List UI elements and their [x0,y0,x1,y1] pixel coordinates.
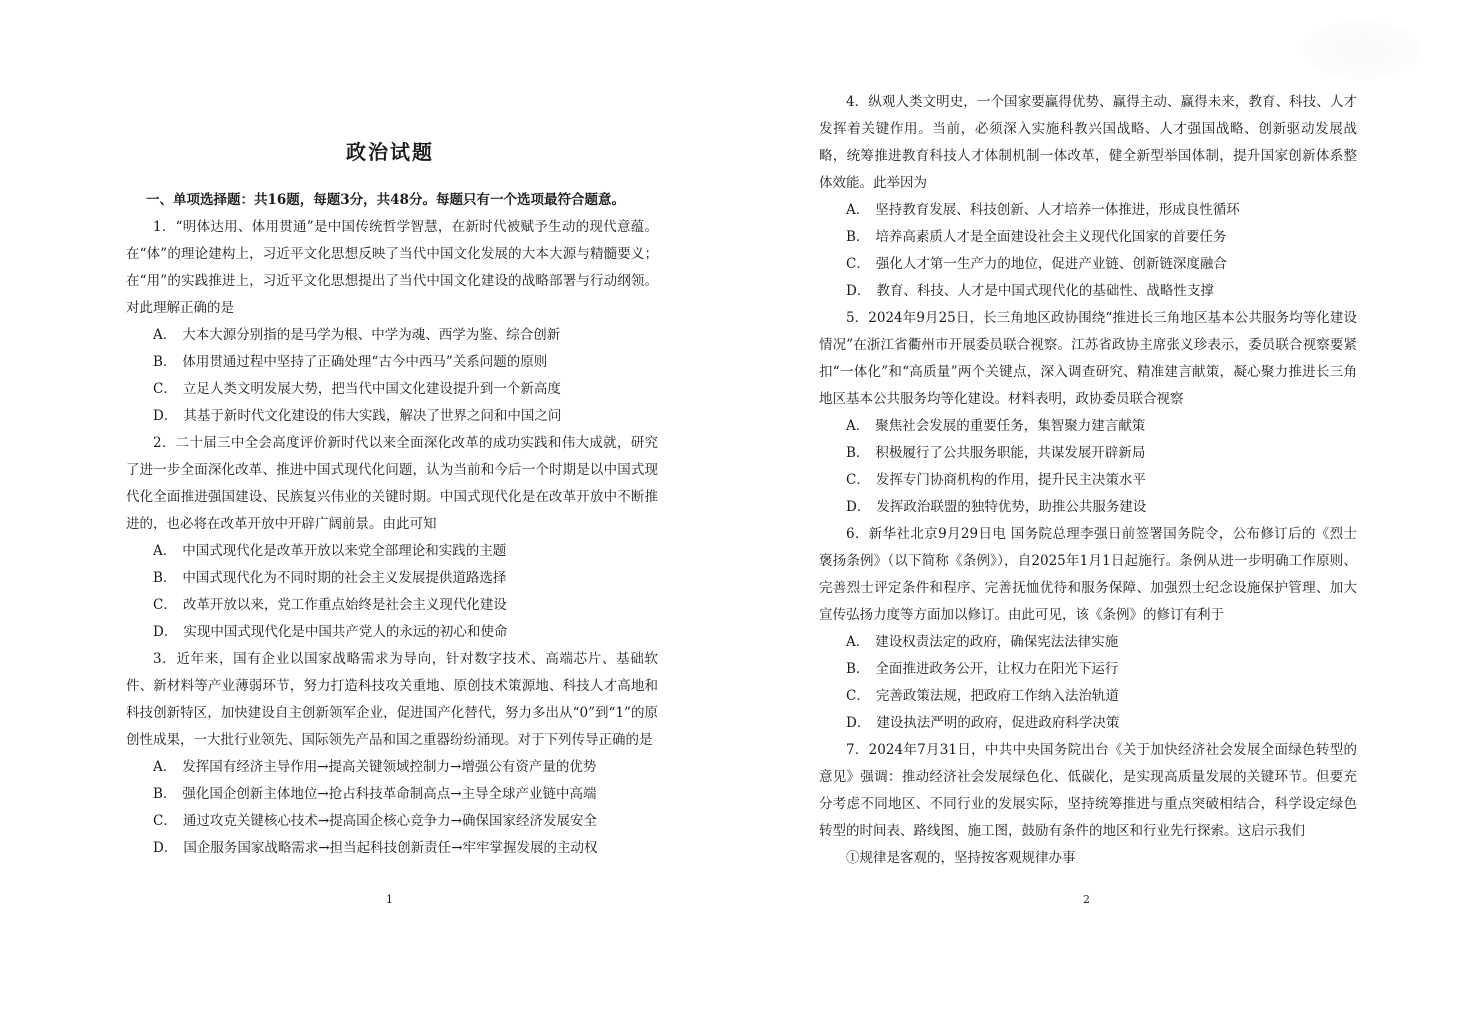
option-1 [819,845,1357,872]
question-2 [126,430,658,646]
option-a [126,538,658,565]
option-letter: D． [846,283,871,299]
left-column [126,187,658,862]
option-text: 中国式现代化为不同时期的社会主义发展提供道路选择 [182,570,507,586]
option-d [819,494,1357,521]
option-letter: C． [153,597,177,613]
question-7 [819,737,1357,872]
option-text: 发挥专门协商机构的作用，提升民主决策水平 [875,472,1146,488]
option-a [819,197,1357,224]
option-text: 发挥国有经济主导作用→提高关键领域控制力→增强公有资产量的优势 [182,759,597,775]
question-stem: 3．近年来，国有企业以国家战略需求为导向，针对数字技术、高端芯片、基础软件、新材料等产业薄弱环节，努力打造科技攻关重地、原创技术策源地、科技人才高地和科技创新特区，加快建设自主创新领军企业，促进国产化替代，努力多出从“0”到“1”的原创性成果，一大批行业领先、国际领先产品和国之重器纷纷涌现。对于下列传导正确的是 [126,651,658,748]
option-text: 教育、科技、人才是中国式现代化的基础性、战略性支撑 [876,283,1214,299]
option-text: 国企服务国家战略需求→担当起科技创新责任→牢牢掌握发展的主动权 [183,840,598,856]
option-text: 建设执法严明的政府，促进政府科学决策 [876,715,1120,731]
option-b [126,781,658,808]
option-text: 强化人才第一生产力的地位，促进产业链、创新链深度融合 [875,256,1227,272]
option-d [819,278,1357,305]
option-b [126,349,658,376]
option-c [126,808,658,835]
option-text: 建设权责法定的政府，确保宪法法律实施 [875,634,1119,650]
option-text: 实现中国式现代化是中国共产党人的永远的初心和使命 [183,624,508,640]
option-b [819,224,1357,251]
question-4 [819,89,1357,305]
option-letter: A． [846,634,870,650]
option-letter: B． [153,570,177,586]
question-stem: 2．二十届三中全会高度评价新时代以来全面深化改革的成功实践和伟大成就，研究了进一步全面深化改革、推进中国式现代化问题，认为当前和今后一个时期是以中国式现代化全面推进强国建设、民族复兴伟业的关键时期。中国式现代化是在改革开放中不断推进的，也必将在改革开放中开辟广阔前景。由此可知 [126,435,658,532]
option-c [819,467,1357,494]
option-text: 培养高素质人才是全面建设社会主义现代化国家的首要任务 [875,229,1227,245]
option-c [819,251,1357,278]
option-text: 全面推进政务公开，让权力在阳光下运行 [875,661,1119,677]
option-text: 发挥政治联盟的独特优势，助推公共服务建设 [876,499,1147,515]
option-a [126,754,658,781]
question-5 [819,305,1357,521]
option-b [819,440,1357,467]
question-stem: 4．纵观人类文明史，一个国家要赢得优势、赢得主动、赢得未来，教育、科技、人才发挥着关键作用。当前，必须深入实施科教兴国战略、人才强国战略、创新驱动发展战略，统筹推进教育科技人才体制机制一体改革，健全新型举国体制，提升国家创新体系整体效能。此举因为 [819,94,1357,191]
option-text: 改革开放以来，党工作重点始终是社会主义现代化建设 [182,597,507,613]
question-stem: 5．2024年9月25日，长三角地区政协围绕“推进长三角地区基本公共服务均等化建设情况”在浙江省衢州市开展委员联合视察。江苏省政协主席张义珍表示，委员联合视察要紧扣“一体化”和“高质量”两个关键点，深入调查研究、精准建言献策，凝心聚力推进长三角地区基本公共服务均等化建设。材料表明，政协委员联合视察 [819,310,1357,407]
option-d [819,710,1357,737]
option-a [819,413,1357,440]
option-text: 坚持教育发展、科技创新、人才培养一体推进，形成良性循环 [875,202,1240,218]
option-letter: A． [153,759,177,775]
option-letter: B． [846,445,870,461]
option-letter: C． [846,472,870,488]
option-letter: A． [153,327,177,343]
option-text: 立足人类文明发展大势，把当代中国文化建设提升到一个新高度 [182,381,561,397]
option-text: 聚焦社会发展的重要任务，集智聚力建言献策 [875,418,1146,434]
option-letter: D． [846,499,871,515]
option-text: 积极履行了公共服务职能，共谋发展开辟新局 [875,445,1146,461]
question-3 [126,646,658,862]
option-a [819,629,1357,656]
section-heading: 一、单项选择题：共16题，每题3分，共48分。每题只有一个选项最符合题意。 [146,192,625,208]
right-column [819,89,1357,872]
option-letter: D． [153,840,178,856]
question-stem: 7．2024年7月31日，中共中央国务院出台《关于加快经济社会发展全面绿色转型的意见》强调：推动经济社会发展绿色化、低碳化，是实现高质量发展的关键环节。但要充分考虑不同地区、不同行业的发展实际，坚持统筹推进与重点突破相结合，科学设定绿色转型的时间表、路线图、施工图，鼓励有条件的地区和行业先行探索。这启示我们 [819,742,1357,839]
option-letter: D． [153,408,178,424]
option-letter: B． [846,661,870,677]
option-letter: B． [153,786,177,802]
option-text: 其基于新时代文化建设的伟大实践，解决了世界之问和中国之问 [183,408,562,424]
question-stem: 6．新华社北京9月29日电 国务院总理李强日前签署国务院令，公布修订后的《烈士褒扬条例》（以下简称《条例》），自2025年1月1日起施行。条例从进一步明确工作原则、完善烈士评定条件和程序、完善抚恤优待和服务保障、加强烈士纪念设施保护管理、加大宣传弘扬力度等方面加以修订。由此可见，该《条例》的修订有利于 [819,526,1357,623]
option-text: 大本大源分别指的是马学为根、中学为魂、西学为鉴、综合创新 [182,327,561,343]
option-letter: D． [846,715,871,731]
option-d [126,403,658,430]
option-letter: C． [153,381,177,397]
question-6 [819,521,1357,737]
page-number: 1 [386,893,393,906]
option-a [126,322,658,349]
option-text: 中国式现代化是改革开放以来党全部理论和实践的主题 [182,543,507,559]
paper-stain [1302,20,1422,80]
option-letter: C． [846,688,870,704]
option-c [819,683,1357,710]
question-stem: 1．“明体达用、体用贯通”是中国传统哲学智慧，在新时代被赋予生动的现代意蕴。在“体”的理论建构上，习近平文化思想反映了当代中国文化发展的大本大源与精髓要义；在“用”的实践推进上，习近平文化思想提出了当代中国文化建设的战略部署与行动纲领。对此理解正确的是 [126,219,658,316]
option-b [126,565,658,592]
right-page [737,0,1474,1021]
option-d [126,619,658,646]
option-c [126,376,658,403]
option-text: ①规律是客观的，坚持按客观规律办事 [846,850,1076,866]
option-text: 体用贯通过程中坚持了正确处理“古今中西马”关系问题的原则 [182,354,548,370]
option-c [126,592,658,619]
option-letter: B． [846,229,870,245]
option-letter: A． [846,202,870,218]
option-b [819,656,1357,683]
option-letter: A． [846,418,870,434]
option-letter: A． [153,543,177,559]
page-number: 2 [1083,893,1090,906]
option-letter: B． [153,354,177,370]
question-1 [126,214,658,430]
option-letter: D． [153,624,178,640]
option-d [126,835,658,862]
option-letter: C． [846,256,870,272]
option-text: 完善政策法规，把政府工作纳入法治轨道 [875,688,1119,704]
page-title: 政治试题 [346,140,434,164]
option-text: 通过攻克关键核心技术→提高国企核心竞争力→确保国家经济发展安全 [182,813,597,829]
option-text: 强化国企创新主体地位→抢占科技革命制高点→主导全球产业链中高端 [182,786,597,802]
option-letter: C． [153,813,177,829]
